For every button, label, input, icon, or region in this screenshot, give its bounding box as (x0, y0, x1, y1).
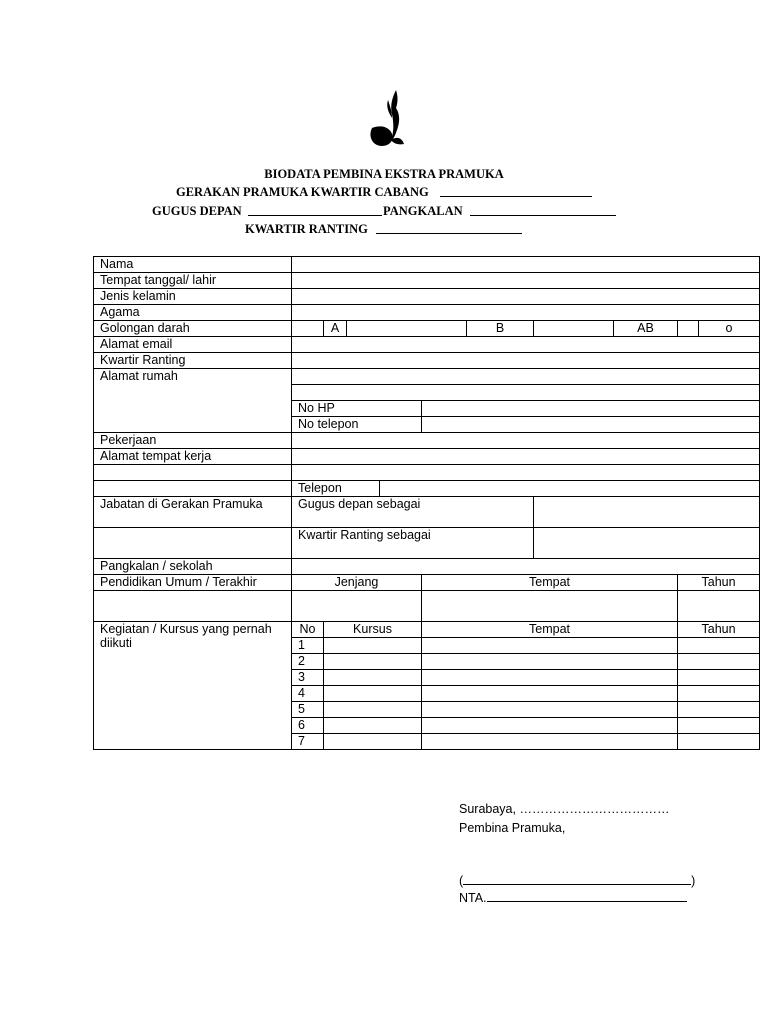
table-row (94, 575, 760, 591)
tahun-field[interactable] (678, 670, 760, 686)
jk-label: Jenis kelamin (94, 289, 292, 305)
kursus-field[interactable] (324, 654, 422, 670)
tempat-field[interactable] (422, 718, 678, 734)
kegiatan-tahun-header: Tahun (678, 622, 760, 638)
kursus-field[interactable] (324, 670, 422, 686)
signature-close-paren: ) (691, 874, 696, 888)
kwaran-field[interactable] (292, 353, 760, 369)
ranting-sebagai-field[interactable] (534, 528, 760, 559)
pangkalan-sekolah-label: Pangkalan / sekolah (94, 559, 292, 575)
pendidikan-label: Pendidikan Umum / Terakhir (94, 575, 292, 591)
tahun-field[interactable] (678, 654, 760, 670)
tempat-field[interactable] (422, 670, 678, 686)
row-number: 5 (292, 702, 324, 718)
goldar-ab-field[interactable] (678, 321, 699, 337)
nama-label: Nama (94, 257, 292, 273)
jk-field[interactable] (292, 289, 760, 305)
table-row (94, 497, 760, 528)
notelp-label: No telepon (292, 417, 422, 433)
nta-label: NTA. (459, 891, 487, 905)
kursus-field[interactable] (324, 702, 422, 718)
agama-field[interactable] (292, 305, 760, 321)
row-number: 3 (292, 670, 324, 686)
alamat-kerja-label: Alamat tempat kerja (94, 449, 292, 465)
gugus-sebagai-field[interactable] (534, 497, 760, 528)
row-number: 4 (292, 686, 324, 702)
jenjang-field[interactable] (292, 591, 422, 622)
table-row (94, 321, 760, 337)
telepon-spacer (94, 481, 292, 497)
goldar-a-field[interactable] (347, 321, 467, 337)
jabatan-label: Jabatan di Gerakan Pramuka (94, 497, 292, 528)
alamat-kerja-field[interactable] (292, 449, 760, 465)
table-row (94, 305, 760, 321)
row-number: 7 (292, 734, 324, 750)
signature-name-line (459, 873, 695, 888)
agama-label: Agama (94, 305, 292, 321)
pendidikan-tahun-header: Tahun (678, 575, 760, 591)
email-field[interactable] (292, 337, 760, 353)
tempat-field[interactable] (422, 638, 678, 654)
row-number: 2 (292, 654, 324, 670)
kursus-field[interactable] (324, 734, 422, 750)
kursus-field[interactable] (324, 686, 422, 702)
signature-open-paren: ( (459, 874, 464, 888)
table-row (94, 257, 760, 273)
nama-field[interactable] (292, 257, 760, 273)
pendidikan-tempat-field[interactable] (422, 591, 678, 622)
table-row (94, 289, 760, 305)
table-row (94, 273, 760, 289)
gugus-blank[interactable] (248, 204, 382, 216)
table-row (94, 622, 760, 638)
pramuka-tunas-kelapa-logo (364, 88, 406, 150)
signature-place-date: Surabaya, ……………………………… (459, 802, 670, 816)
tempat-field[interactable] (422, 702, 678, 718)
tahun-field[interactable] (678, 638, 760, 654)
email-label: Alamat email (94, 337, 292, 353)
ranting-blank[interactable] (376, 222, 522, 234)
ranting-sebagai-label: Kwartir Ranting sebagai (292, 528, 534, 559)
table-row (94, 559, 760, 575)
ttl-field[interactable] (292, 273, 760, 289)
kursus-field[interactable] (324, 638, 422, 654)
kwarcab-label: GERAKAN PRAMUKA KWARTIR CABANG (176, 185, 429, 199)
table-row (94, 465, 760, 481)
tempat-field[interactable] (422, 654, 678, 670)
tahun-field[interactable] (678, 702, 760, 718)
signature-role: Pembina Pramuka, (459, 821, 566, 835)
alamat-kerja-extra (94, 465, 292, 481)
jabatan-extra (94, 528, 292, 559)
table-row (94, 591, 760, 622)
pendidikan-tahun-field[interactable] (678, 591, 760, 622)
pendidikan-tempat-header: Tempat (422, 575, 678, 591)
notelp-field[interactable] (422, 417, 760, 433)
tahun-field[interactable] (678, 718, 760, 734)
pangkalan-blank[interactable] (470, 204, 616, 216)
nta-blank[interactable] (487, 890, 687, 902)
pekerjaan-label: Pekerjaan (94, 433, 292, 449)
table-row (94, 528, 760, 559)
nohp-label: No HP (292, 401, 422, 417)
goldar-option-a: A (324, 321, 347, 337)
row-number: 6 (292, 718, 324, 734)
table-row (94, 449, 760, 465)
table-row (94, 337, 760, 353)
kursus-header: Kursus (324, 622, 422, 638)
table-row (94, 433, 760, 449)
kwarcab-blank[interactable] (440, 185, 592, 197)
goldar-option-ab: AB (614, 321, 678, 337)
kursus-field[interactable] (324, 718, 422, 734)
telepon-field[interactable] (380, 481, 760, 497)
biodata-table (93, 256, 760, 750)
goldar-label: Golongan darah (94, 321, 292, 337)
goldar-option-o: o (699, 321, 760, 337)
row-number: 1 (292, 638, 324, 654)
kegiatan-label: Kegiatan / Kursus yang pernah diikuti (94, 622, 292, 750)
table-row (94, 353, 760, 369)
alamat-field-1[interactable] (292, 369, 760, 385)
no-header: No (292, 622, 324, 638)
tahun-field[interactable] (678, 734, 760, 750)
tempat-field[interactable] (422, 686, 678, 702)
pendidikan-extra (94, 591, 292, 622)
jenjang-header: Jenjang (292, 575, 422, 591)
alamat-label: Alamat rumah (94, 369, 292, 433)
goldar-option-b: B (467, 321, 534, 337)
pangkalan-sekolah-field[interactable] (292, 559, 760, 575)
ranting-label: KWARTIR RANTING (245, 222, 368, 236)
goldar-b-field[interactable] (534, 321, 614, 337)
pekerjaan-field[interactable] (292, 433, 760, 449)
kegiatan-tempat-header: Tempat (422, 622, 678, 638)
alamat-field-2[interactable] (292, 385, 760, 401)
signature-nta-line (459, 890, 687, 905)
table-row (94, 481, 760, 497)
gugus-sebagai-label: Gugus depan sebagai (292, 497, 534, 528)
telepon-label: Telepon (292, 481, 380, 497)
form-title: BIODATA PEMBINA EKSTRA PRAMUKA (264, 167, 504, 181)
gugus-label: GUGUS DEPAN (152, 204, 242, 218)
tahun-field[interactable] (678, 686, 760, 702)
signature-name-blank[interactable] (463, 873, 691, 885)
pangkalan-label: PANGKALAN (383, 204, 463, 218)
tempat-field[interactable] (422, 734, 678, 750)
goldar-spacer (292, 321, 324, 337)
ttl-label: Tempat tanggal/ lahir (94, 273, 292, 289)
nohp-field[interactable] (422, 401, 760, 417)
table-row (94, 369, 760, 385)
kwaran-label: Kwartir Ranting (94, 353, 292, 369)
alamat-kerja-field-2[interactable] (292, 465, 760, 481)
